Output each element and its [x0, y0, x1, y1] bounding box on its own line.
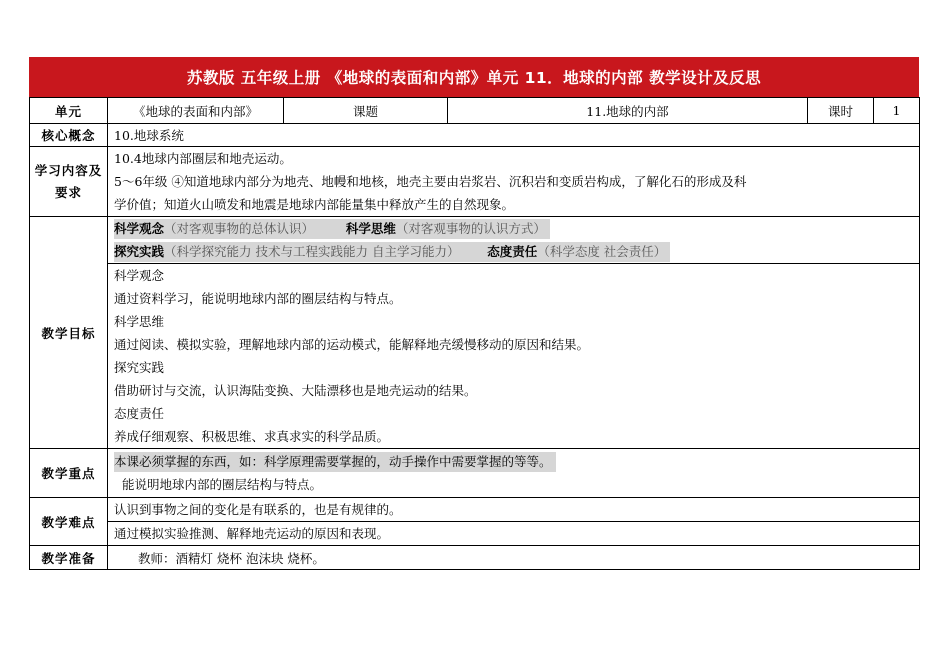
core-concept-row [30, 124, 920, 147]
key-points-content [108, 449, 920, 498]
requirements-line: 10.4地球内部圈层和地壳运动。 [114, 151, 292, 166]
dimension-science-concept: 科学观念 [114, 221, 165, 236]
key-points-row [30, 449, 920, 498]
lesson-plan-table [29, 97, 920, 570]
preparation-row [30, 546, 920, 570]
difficulties-row [30, 498, 920, 546]
lesson-plan-sheet [29, 57, 919, 570]
dimension-inquiry-practice: 探究实践 [114, 244, 165, 259]
dimension-highlight: 科学观念（对客观事物的总体认识） 科学思维（对客观事物的认识方式） [114, 219, 550, 239]
dimension-science-thinking: 科学思维 [345, 221, 396, 236]
objectives-label: 教学目标 [30, 217, 108, 449]
requirements-content [108, 147, 920, 217]
dimension-highlight: 探究实践（科学探究能力 技术与工程实践能力 自主学习能力） 态度责任（科学态度 社会责任） [114, 242, 670, 262]
unit-value: 《地球的表面和内部》 [108, 98, 284, 124]
objectives-content [108, 217, 920, 449]
key-points-hint: 本课必须掌握的东西，如：科学原理需要掌握的，动手操作中需要掌握的等等。 [114, 452, 556, 472]
objective-heading: 科学思维 [114, 314, 165, 329]
preparation-value: 教师：酒精灯 烧杯 泡沫块 烧杯。 [108, 546, 920, 570]
lesson-value: 11.地球的内部 [448, 98, 808, 124]
document-title: 苏教版 五年级上册 《地球的表面和内部》单元 11．地球的内部 教学设计及反思 [29, 57, 919, 97]
core-concept-label: 核心概念 [30, 124, 108, 147]
key-points-value: 能说明地球内部的圈层结构与特点。 [122, 477, 323, 492]
difficulties-line-2: 通过模拟实验推测、解释地壳运动的原因和表现。 [108, 521, 919, 545]
hours-label: 课时 [808, 98, 874, 124]
objectives-dimensions-line-2 [114, 240, 913, 263]
core-concept-value: 10.地球系统 [108, 124, 920, 147]
requirements-line: 学价值；知道火山喷发和地震是地球内部能量集中释放产生的自然现象。 [114, 197, 515, 212]
dimension-attitude-responsibility: 态度责任 [487, 244, 538, 259]
objective-text: 通过阅读、模拟实验，理解地球内部的运动模式，能解释地壳缓慢移动的原因和结果。 [114, 337, 590, 352]
objectives-row [30, 217, 920, 449]
objective-text: 借助研讨与交流，认识海陆变换、大陆漂移也是地壳运动的结果。 [114, 383, 477, 398]
requirements-line: 5～6年级 ④知道地球内部分为地壳、地幔和地核，地壳主要由岩浆岩、沉积岩和变质岩构成，了解化石的形成及科 [114, 174, 747, 189]
objective-text: 通过资料学习，能说明地球内部的圈层结构与特点。 [114, 291, 402, 306]
objective-heading: 态度责任 [114, 406, 165, 421]
objective-text: 养成仔细观察、积极思维、求真求实的科学品质。 [114, 429, 390, 444]
hours-value: 1 [874, 98, 920, 124]
unit-label: 单元 [30, 98, 108, 124]
difficulties-label: 教学难点 [30, 498, 108, 546]
difficulties-line-1: 认识到事物之间的变化是有联系的，也是有规律的。 [114, 502, 402, 517]
difficulties-content [108, 498, 920, 546]
lesson-label: 课题 [284, 98, 448, 124]
objective-heading: 探究实践 [114, 360, 165, 375]
objectives-dimensions-line-1 [114, 217, 913, 240]
header-row [30, 98, 920, 124]
preparation-label: 教学准备 [30, 546, 108, 570]
requirements-row [30, 147, 920, 217]
objective-heading: 科学观念 [114, 268, 165, 283]
key-points-label: 教学重点 [30, 449, 108, 498]
requirements-label: 学习内容及要求 [30, 147, 108, 217]
